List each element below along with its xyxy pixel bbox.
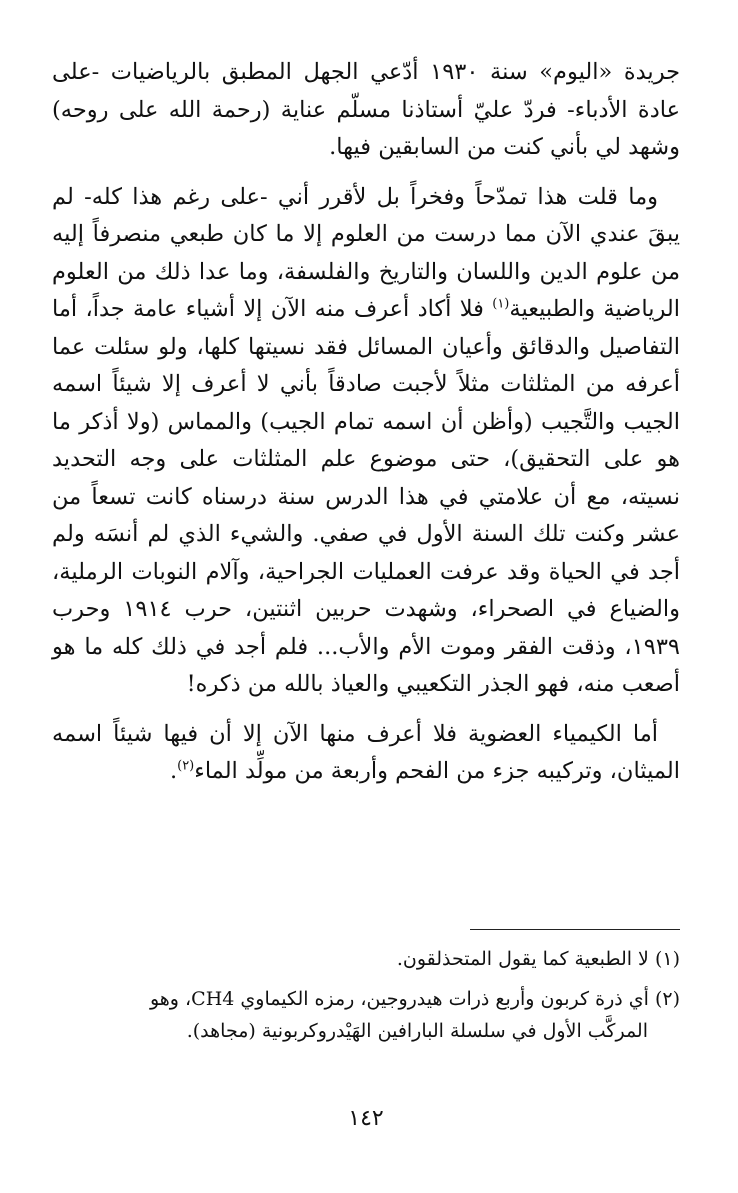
paragraph-1 [52,54,680,167]
body-text [52,54,680,803]
footnote-divider [470,929,680,930]
footnote-ref-1[interactable]: (١) [492,296,510,312]
paragraph-3-text: أما الكيمياء العضوية فلا أعرف منها الآن إلا أن فيها شيئاً اسمه الميثان، وتركيبه جزء من الفحم وأربعة من مولِّد الماء [52,720,680,784]
footnote-2-text: أي ذرة كربون وأربع ذرات هيدروجين، رمزه الكيماوي CH4، وهو [149,988,649,1010]
paragraph-2 [52,179,680,704]
footnotes [52,943,680,1055]
footnote-1 [52,943,680,975]
paragraph-3: أما الكيمياء العضوية فلا أعرف منها الآن إلا أن فيها شيئاً اسمه الميثان، وتركيبه جزء من الفحم وأربعة من مولِّد الماء$^{(٢)}$. [52,720,680,784]
footnote-1-text: لا الطبعية كما يقول المتحذلقون. [396,948,649,970]
footnote-2-marker: (٢) [654,988,680,1010]
paragraph-2-text-b: فلا أكاد أعرف منه الآن إلا أشياء عامة جداً، أما التفاصيل والدقائق وأعيان المسائل فقد نسيتها كلها، ولو سئلت عما أعرفه من المثلثات مثلاً لأجبت صادقاً بأني لا أعرف إلا شيئاً اسمه الجيب والتَّجيب (وأظن أن اسمه تمام الجيب) والمماس (ولا أذكر ما هو على التحقيق)، حتى موضوع علم المثلثات على وجه التحديد نسيته، مع أن علامتي في هذا الدرس سنة درسناه كانت تسعاً من عشر وكنت تلك السنة الأول في صفي. والشيء الذي لم أنسَه ولم أجد في الحياة وقد عرفت العمليات الجراحية، وآلام النوبات الرملية، والضياع في الصحراء، وشهدت حربين اثنتين، حرب ١٩١٤ وحرب ١٩٣٩، وذقت الفقر وموت الأم والأب... فلم أجد في ذلك كله ما هو أصعب منه، فهو الجذر التكعيبي والعياذ بالله من ذكره! [52,296,680,697]
page-number: ١٤٢ [348,1106,384,1131]
book-page [52,0,680,1193]
footnote-2 [52,983,680,1047]
footnote-2-continuation: المركَّب الأول في سلسلة البارافين الهَيْدروكربونية (مجاهد). [186,1020,648,1042]
paragraph-2-text-a: وما قلت هذا تمدّحاً وفخراً بل لأقرر أني -على رغم هذا كله- لم يبقَ عندي الآن مما درست من العلوم إلا ما كان طبعي منصرفاً إليه من علوم الدين واللسان والتاريخ والفلسفة، وما عدا ذلك من العلوم الرياضية والطبيعية [52,183,680,322]
footnote-ref-2[interactable]: (٢) [177,758,195,774]
paragraph-1-text: جريدة «اليوم» سنة ١٩٣٠ أدّعي الجهل المطبق بالرياضيات -على عادة الأدباء- فردّ عليّ أستاذنا مسلّم عناية (رحمة الله على روحه) وشهد لي بأني كنت من السابقين فيها. [52,59,681,160]
footnote-1-marker: (١) [654,948,680,970]
